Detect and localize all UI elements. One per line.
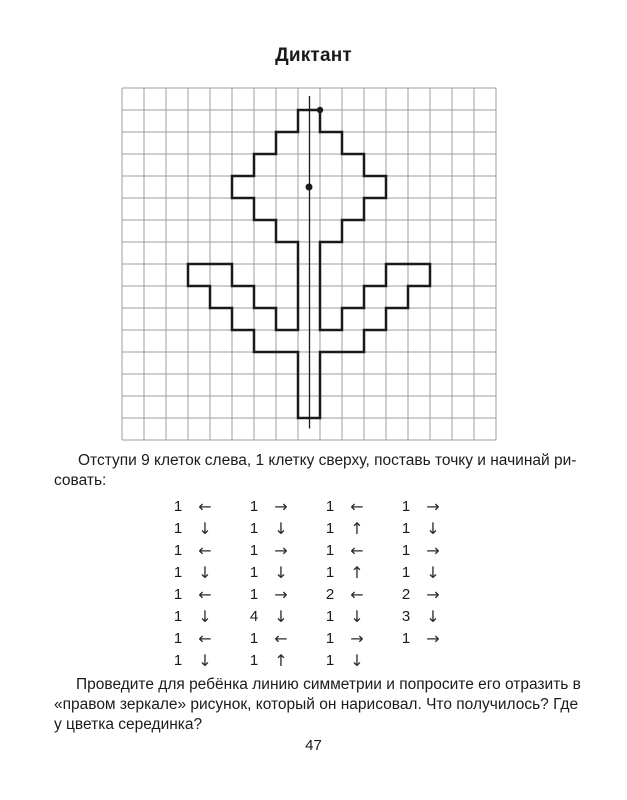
dictation-step xyxy=(396,584,472,606)
arrow-up-icon: ↑ xyxy=(274,651,288,670)
dictation-count: 1 xyxy=(249,630,259,647)
dictation-count: 2 xyxy=(401,586,411,603)
arrow-right-icon: → xyxy=(274,541,288,560)
page-number: 47 xyxy=(305,737,322,754)
dictation-step xyxy=(244,606,320,628)
dictation-step xyxy=(320,650,396,672)
dictation-step xyxy=(168,606,244,628)
arrow-down-icon: ↓ xyxy=(350,651,364,670)
dictation-step xyxy=(168,584,244,606)
arrow-down-icon: ↓ xyxy=(426,563,440,582)
arrow-left-icon: ← xyxy=(350,497,364,516)
arrow-right-icon: → xyxy=(350,629,364,648)
dictation-step xyxy=(396,628,472,650)
dictation-count: 1 xyxy=(325,564,335,581)
arrow-left-icon: ← xyxy=(350,541,364,560)
dictation-step xyxy=(320,540,396,562)
dictation-step xyxy=(320,518,396,540)
dictation-step xyxy=(320,606,396,628)
dictation-step xyxy=(244,496,320,518)
arrow-right-icon: → xyxy=(274,497,288,516)
dictation-count: 4 xyxy=(249,608,259,625)
dictation-step xyxy=(244,562,320,584)
dictation-count: 1 xyxy=(173,608,183,625)
dictation-count: 1 xyxy=(173,652,183,669)
intro-line: Отступи 9 клеток слева, 1 клетку сверху, поставь точку и начинай ри- xyxy=(78,452,577,469)
dictation-count: 1 xyxy=(325,652,335,669)
arrow-right-icon: → xyxy=(426,497,440,516)
dictation-count: 2 xyxy=(325,586,335,603)
dictation-grid xyxy=(120,86,498,442)
dictation-step xyxy=(244,518,320,540)
dictation-count: 1 xyxy=(249,498,259,515)
intro-line: совать: xyxy=(54,472,107,489)
arrow-right-icon: → xyxy=(426,585,440,604)
arrow-down-icon: ↓ xyxy=(198,519,212,538)
dictation-count: 1 xyxy=(249,520,259,537)
dictation-row xyxy=(168,628,472,650)
dictation-step xyxy=(396,650,472,672)
arrow-down-icon: ↓ xyxy=(426,607,440,626)
dictation-count: 1 xyxy=(173,564,183,581)
dictation-count: 1 xyxy=(401,630,411,647)
dictation-step xyxy=(320,496,396,518)
dictation-row xyxy=(168,496,472,518)
dictation-row xyxy=(168,584,472,606)
dictation-step xyxy=(320,562,396,584)
arrow-down-icon: ↓ xyxy=(274,519,288,538)
dictation-count: 1 xyxy=(325,542,335,559)
dictation-count: 1 xyxy=(173,630,183,647)
dictation-count: 1 xyxy=(325,608,335,625)
arrow-left-icon: ← xyxy=(274,629,288,648)
dictation-count: 3 xyxy=(401,608,411,625)
dictation-count: 1 xyxy=(401,564,411,581)
arrow-up-icon: ↑ xyxy=(350,563,364,582)
dictation-count: 1 xyxy=(401,498,411,515)
dictation-table xyxy=(168,496,472,672)
outro-line: Проведите для ребёнка линию симметрии и попросите его отразить в xyxy=(76,676,581,693)
dictation-count: 1 xyxy=(325,630,335,647)
dictation-count: 1 xyxy=(249,542,259,559)
dictation-step xyxy=(168,496,244,518)
page-title: Диктант xyxy=(275,45,352,66)
arrow-down-icon: ↓ xyxy=(198,651,212,670)
arrow-left-icon: ← xyxy=(350,585,364,604)
dictation-step xyxy=(396,606,472,628)
intro-paragraph xyxy=(54,451,576,491)
arrow-right-icon: → xyxy=(426,629,440,648)
dictation-step xyxy=(244,540,320,562)
dictation-row xyxy=(168,540,472,562)
outro-paragraph xyxy=(54,675,581,735)
center-dot xyxy=(306,184,313,191)
dictation-step xyxy=(244,584,320,606)
dictation-row xyxy=(168,606,472,628)
dictation-count: 1 xyxy=(173,498,183,515)
dictation-count: 1 xyxy=(173,542,183,559)
dictation-step xyxy=(168,562,244,584)
dictation-row xyxy=(168,562,472,584)
dictation-step xyxy=(396,518,472,540)
dictation-count: 1 xyxy=(173,520,183,537)
outro-line: у цветка серединка? xyxy=(54,716,203,733)
dictation-count: 1 xyxy=(173,586,183,603)
dictation-count: 1 xyxy=(401,542,411,559)
arrow-down-icon: ↓ xyxy=(274,607,288,626)
dictation-step xyxy=(396,540,472,562)
arrow-left-icon: ← xyxy=(198,629,212,648)
dictation-step xyxy=(396,496,472,518)
dictation-count: 1 xyxy=(401,520,411,537)
dictation-count: 1 xyxy=(249,586,259,603)
dictation-step xyxy=(396,562,472,584)
grid-svg xyxy=(120,86,498,442)
dictation-step xyxy=(244,650,320,672)
dictation-count: 1 xyxy=(249,652,259,669)
dictation-step xyxy=(320,628,396,650)
arrow-left-icon: ← xyxy=(198,541,212,560)
arrow-down-icon: ↓ xyxy=(426,519,440,538)
dictation-row xyxy=(168,518,472,540)
arrow-up-icon: ↑ xyxy=(350,519,364,538)
dictation-step xyxy=(244,628,320,650)
arrow-right-icon: → xyxy=(274,585,288,604)
dictation-row xyxy=(168,650,472,672)
outro-line: «правом зеркале» рисунок, который он нарисовал. Что получилось? Где xyxy=(54,696,579,713)
arrow-right-icon: → xyxy=(426,541,440,560)
arrow-down-icon: ↓ xyxy=(274,563,288,582)
dictation-step xyxy=(168,518,244,540)
dictation-step xyxy=(168,650,244,672)
arrow-down-icon: ↓ xyxy=(198,607,212,626)
arrow-left-icon: ← xyxy=(198,585,212,604)
arrow-down-icon: ↓ xyxy=(198,563,212,582)
start-dot xyxy=(317,107,323,113)
dictation-count: 1 xyxy=(325,498,335,515)
arrow-left-icon: ← xyxy=(198,497,212,516)
arrow-down-icon: ↓ xyxy=(350,607,364,626)
dictation-step xyxy=(168,628,244,650)
dictation-count: 1 xyxy=(325,520,335,537)
dictation-count: 1 xyxy=(249,564,259,581)
dictation-step xyxy=(320,584,396,606)
dictation-step xyxy=(168,540,244,562)
